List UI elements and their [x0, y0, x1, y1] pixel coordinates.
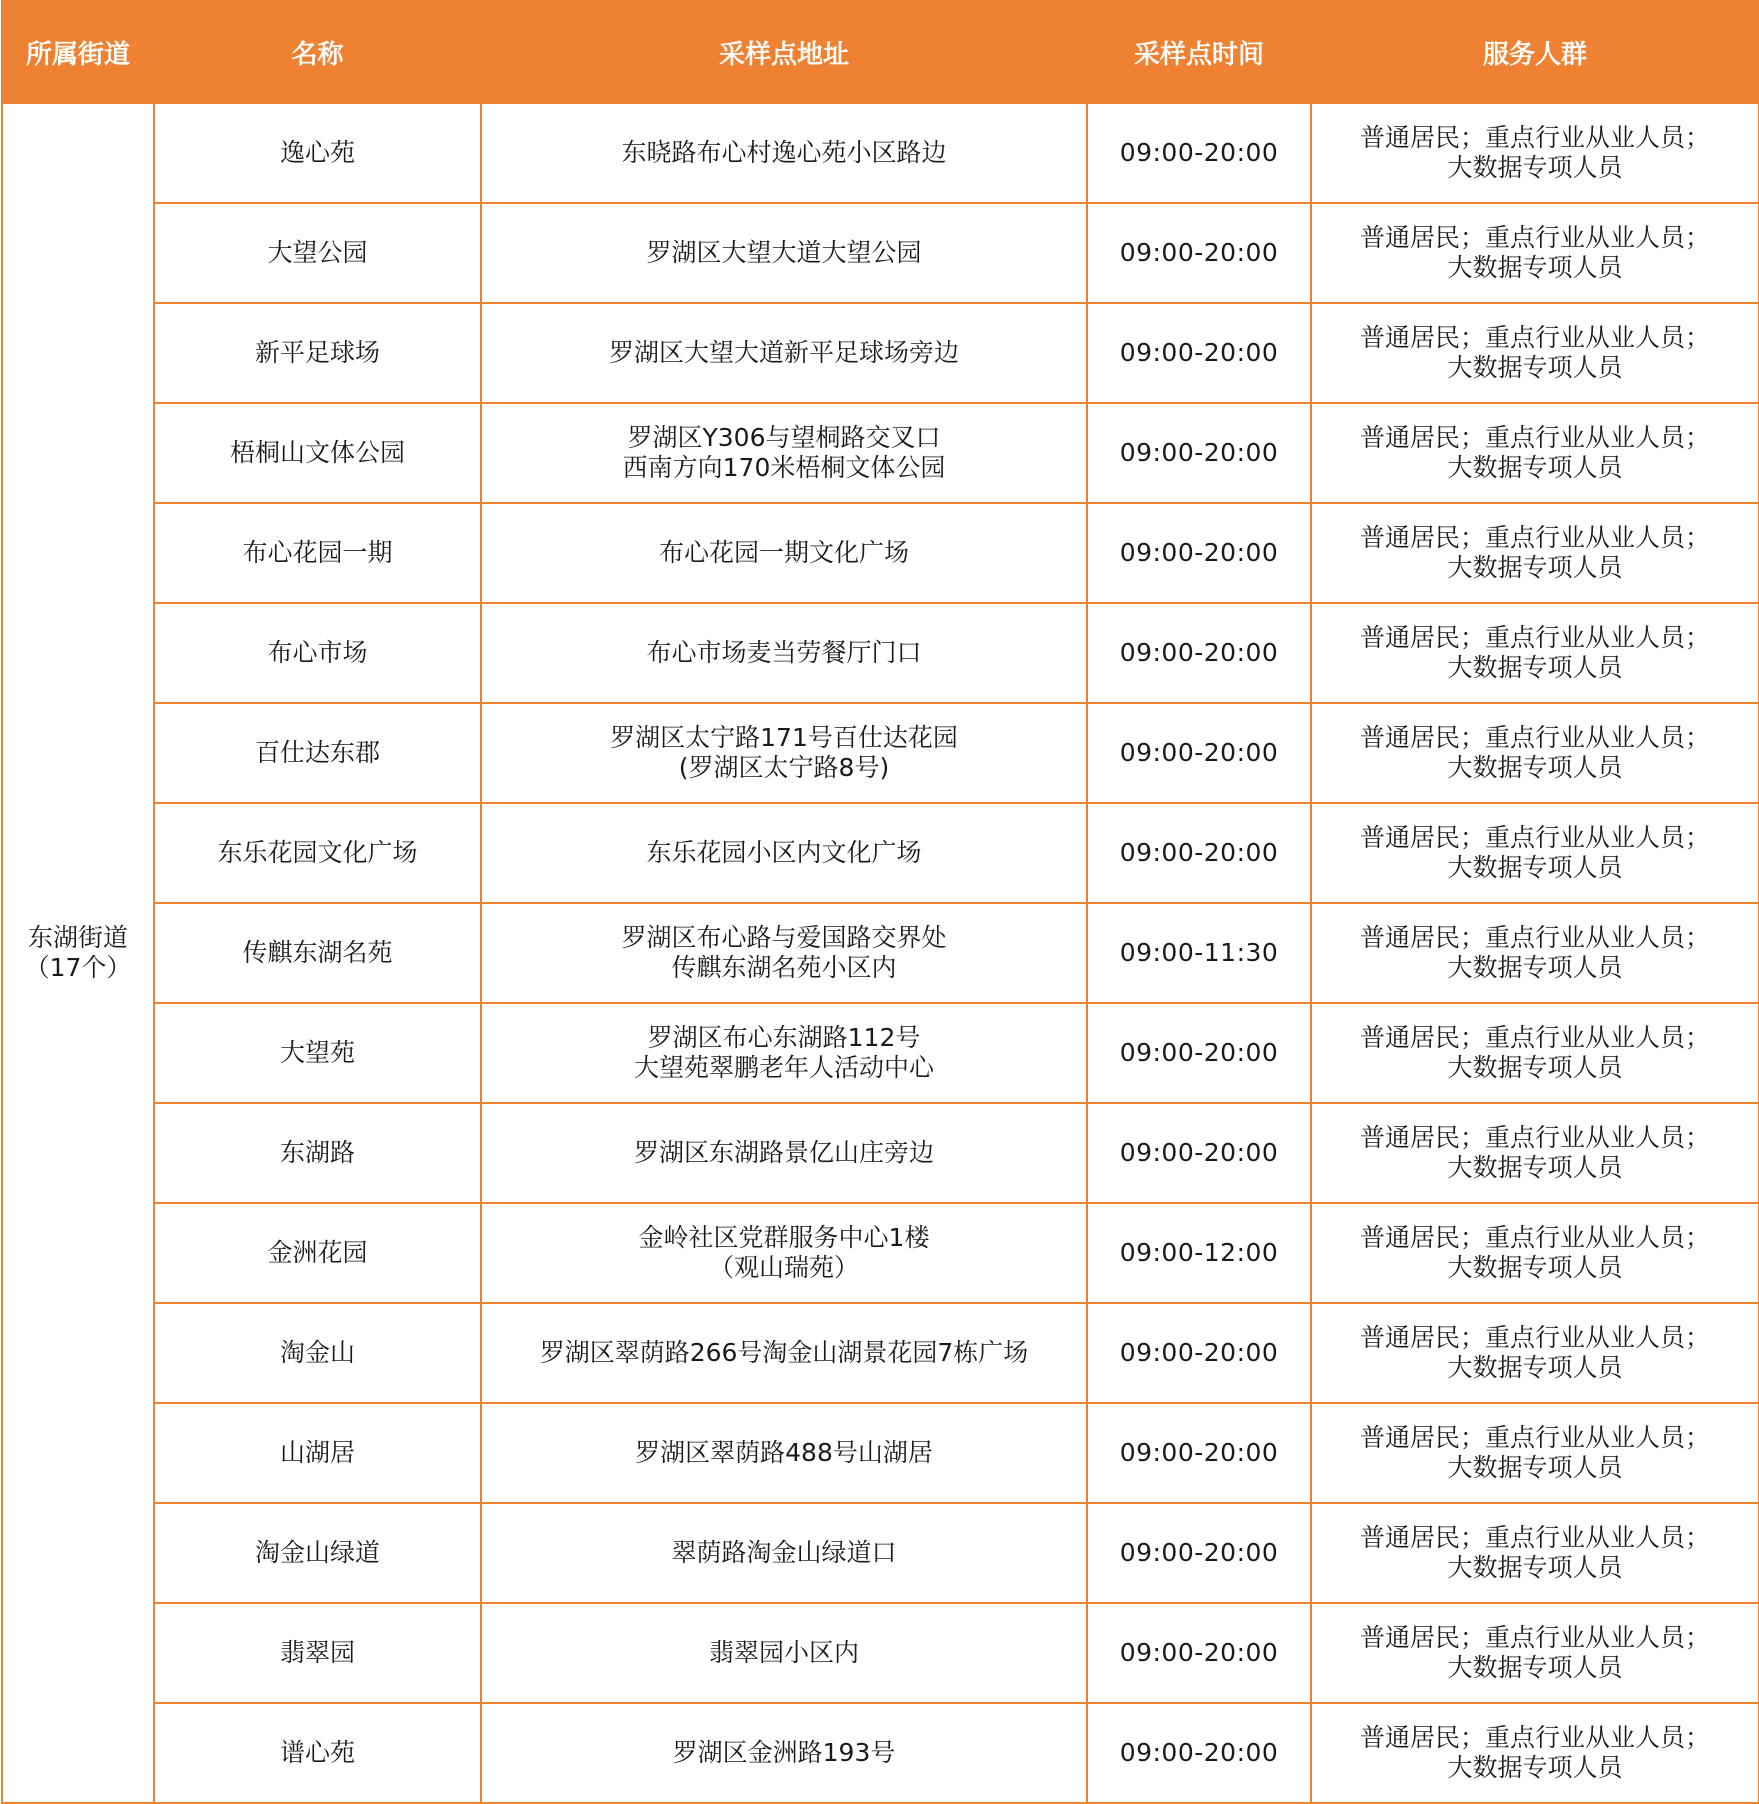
site-address-line: 翠荫路淘金山绿道口: [671, 1538, 897, 1567]
site-address: [481, 903, 1087, 1003]
site-crowd: [1311, 303, 1759, 403]
site-address: [481, 1503, 1087, 1603]
site-crowd: [1311, 1603, 1759, 1703]
site-crowd-line: 普通居民；重点行业从业人员；: [1359, 1123, 1710, 1152]
table-row: [2, 603, 1759, 703]
site-address-line: （观山瑞苑）: [708, 1253, 859, 1282]
site-crowd-line: 大数据专项人员: [1447, 653, 1623, 682]
site-address-line: 罗湖区布心东湖路112号: [647, 1023, 921, 1052]
site-crowd-line: 大数据专项人员: [1447, 853, 1623, 882]
site-address: [481, 1603, 1087, 1703]
site-address: [481, 803, 1087, 903]
site-crowd-line: 大数据专项人员: [1447, 353, 1623, 382]
site-time: 09:00-20:00: [1087, 503, 1311, 603]
site-crowd-line: 普通居民；重点行业从业人员；: [1359, 1023, 1710, 1052]
site-name: 东湖路: [154, 1103, 481, 1203]
table-row: [2, 303, 1759, 403]
site-crowd-line: 普通居民；重点行业从业人员；: [1359, 123, 1710, 152]
site-name: 谱心苑: [154, 1703, 481, 1803]
table-row: [2, 1303, 1759, 1403]
table-row: [2, 1103, 1759, 1203]
site-address-line: 罗湖区大望大道大望公园: [646, 238, 922, 267]
site-name: 翡翠园: [154, 1603, 481, 1703]
site-crowd-line: 大数据专项人员: [1447, 453, 1623, 482]
site-time: 09:00-20:00: [1087, 1403, 1311, 1503]
site-time: 09:00-20:00: [1087, 703, 1311, 803]
site-address: [481, 403, 1087, 503]
site-time: 09:00-20:00: [1087, 103, 1311, 203]
site-crowd: [1311, 103, 1759, 203]
table-row: [2, 1503, 1759, 1603]
header-row: [2, 1, 1759, 103]
site-address-line: 罗湖区翠荫路488号山湖居: [635, 1438, 933, 1467]
site-address-line: 布心花园一期文化广场: [658, 538, 909, 567]
site-crowd: [1311, 703, 1759, 803]
site-time: 09:00-11:30: [1087, 903, 1311, 1003]
site-time: 09:00-20:00: [1087, 1503, 1311, 1603]
site-address: [481, 603, 1087, 703]
table-row: [2, 903, 1759, 1003]
site-address: [481, 1403, 1087, 1503]
site-address: [481, 1103, 1087, 1203]
table-row: [2, 1403, 1759, 1503]
site-crowd-line: 大数据专项人员: [1447, 1453, 1623, 1482]
site-time: 09:00-20:00: [1087, 303, 1311, 403]
site-time: 09:00-20:00: [1087, 1703, 1311, 1803]
site-crowd-line: 大数据专项人员: [1447, 1753, 1623, 1782]
site-crowd-line: 大数据专项人员: [1447, 1653, 1623, 1682]
site-address-line: 大望苑翠鹏老年人活动中心: [633, 1053, 934, 1082]
site-address-line: 罗湖区东湖路景亿山庄旁边: [633, 1138, 934, 1167]
site-address: [481, 303, 1087, 403]
site-address-line: 布心市场麦当劳餐厅门口: [646, 638, 922, 667]
site-time: 09:00-20:00: [1087, 203, 1311, 303]
site-name: 新平足球场: [154, 303, 481, 403]
site-crowd-line: 普通居民；重点行业从业人员；: [1359, 423, 1710, 452]
site-address-line: 金岭社区党群服务中心1楼: [638, 1223, 930, 1252]
site-time: 09:00-20:00: [1087, 1603, 1311, 1703]
site-crowd-line: 大数据专项人员: [1447, 1153, 1623, 1182]
site-name: 布心花园一期: [154, 503, 481, 603]
site-address-line: 东晓路布心村逸心苑小区路边: [621, 138, 947, 167]
site-crowd: [1311, 1503, 1759, 1603]
site-name: 淘金山: [154, 1303, 481, 1403]
site-name: 金洲花园: [154, 1203, 481, 1303]
site-crowd-line: 大数据专项人员: [1447, 1353, 1623, 1382]
header-crowd: 服务人群: [1311, 1, 1759, 103]
site-crowd: [1311, 203, 1759, 303]
site-time: 09:00-12:00: [1087, 1203, 1311, 1303]
site-time: 09:00-20:00: [1087, 603, 1311, 703]
site-crowd-line: 大数据专项人员: [1447, 953, 1623, 982]
site-crowd-line: 大数据专项人员: [1447, 1553, 1623, 1582]
site-crowd-line: 普通居民；重点行业从业人员；: [1359, 1723, 1710, 1752]
table-row: [2, 1603, 1759, 1703]
site-address-line: (罗湖区太宁路8号): [678, 753, 890, 782]
site-address-line: 罗湖区布心路与爱国路交界处: [621, 923, 947, 952]
table-row: [2, 503, 1759, 603]
header-name: 名称: [154, 1, 481, 103]
site-crowd-line: 普通居民；重点行业从业人员；: [1359, 923, 1710, 952]
site-address-line: 罗湖区Y306与望桐路交叉口: [627, 423, 941, 452]
site-name: 大望苑: [154, 1003, 481, 1103]
site-crowd-line: 普通居民；重点行业从业人员；: [1359, 1623, 1710, 1652]
site-name: 山湖居: [154, 1403, 481, 1503]
site-crowd-line: 大数据专项人员: [1447, 553, 1623, 582]
table-row: [2, 1003, 1759, 1103]
site-name: 东乐花园文化广场: [154, 803, 481, 903]
site-crowd: [1311, 1703, 1759, 1803]
table-row: [2, 403, 1759, 503]
district-name: 东湖街道: [27, 923, 128, 952]
header-district: 所属街道: [2, 1, 154, 103]
site-name: 淘金山绿道: [154, 1503, 481, 1603]
site-crowd-line: 大数据专项人员: [1447, 753, 1623, 782]
site-crowd-line: 普通居民；重点行业从业人员；: [1359, 723, 1710, 752]
site-crowd-line: 大数据专项人员: [1447, 1253, 1623, 1282]
site-time: 09:00-20:00: [1087, 1303, 1311, 1403]
district-cell: [2, 103, 154, 1803]
site-time: 09:00-20:00: [1087, 803, 1311, 903]
site-address-line: 传麒东湖名苑小区内: [671, 953, 897, 982]
table-row: [2, 103, 1759, 203]
site-name: 大望公园: [154, 203, 481, 303]
site-crowd: [1311, 503, 1759, 603]
site-crowd: [1311, 803, 1759, 903]
site-crowd-line: 普通居民；重点行业从业人员；: [1359, 1323, 1710, 1352]
site-address: [481, 1203, 1087, 1303]
site-address-line: 翡翠园小区内: [708, 1638, 859, 1667]
table-row: [2, 1703, 1759, 1803]
site-time: 09:00-20:00: [1087, 403, 1311, 503]
site-crowd: [1311, 603, 1759, 703]
site-time: 09:00-20:00: [1087, 1103, 1311, 1203]
site-crowd-line: 大数据专项人员: [1447, 1053, 1623, 1082]
site-address-line: 罗湖区大望大道新平足球场旁边: [608, 338, 959, 367]
site-crowd-line: 普通居民；重点行业从业人员；: [1359, 623, 1710, 652]
site-crowd: [1311, 1103, 1759, 1203]
table-body: [2, 103, 1759, 1803]
site-address: [481, 1303, 1087, 1403]
site-address: [481, 103, 1087, 203]
site-crowd-line: 大数据专项人员: [1447, 153, 1623, 182]
district-count: （17个）: [24, 953, 132, 982]
site-crowd: [1311, 1003, 1759, 1103]
site-crowd-line: 普通居民；重点行业从业人员；: [1359, 1223, 1710, 1252]
site-crowd-line: 普通居民；重点行业从业人员；: [1359, 223, 1710, 252]
site-crowd: [1311, 403, 1759, 503]
site-crowd: [1311, 1303, 1759, 1403]
site-crowd: [1311, 903, 1759, 1003]
site-address-line: 东乐花园小区内文化广场: [646, 838, 922, 867]
site-address: [481, 203, 1087, 303]
site-name: 布心市场: [154, 603, 481, 703]
site-name: 逸心苑: [154, 103, 481, 203]
site-crowd-line: 普通居民；重点行业从业人员；: [1359, 823, 1710, 852]
site-name: 梧桐山文体公园: [154, 403, 481, 503]
site-address: [481, 1003, 1087, 1103]
sampling-sites-table: [1, 0, 1759, 1804]
site-crowd-line: 普通居民；重点行业从业人员；: [1359, 323, 1710, 352]
table-row: [2, 703, 1759, 803]
site-name: 百仕达东郡: [154, 703, 481, 803]
table-row: [2, 803, 1759, 903]
site-crowd: [1311, 1403, 1759, 1503]
header-time: 采样点时间: [1087, 1, 1311, 103]
site-time: 09:00-20:00: [1087, 1003, 1311, 1103]
site-crowd-line: 大数据专项人员: [1447, 253, 1623, 282]
site-crowd: [1311, 1203, 1759, 1303]
site-address: [481, 503, 1087, 603]
site-crowd-line: 普通居民；重点行业从业人员；: [1359, 1423, 1710, 1452]
site-crowd-line: 普通居民；重点行业从业人员；: [1359, 523, 1710, 552]
site-address: [481, 703, 1087, 803]
table-row: [2, 1203, 1759, 1303]
site-address-line: 西南方向170米梧桐文体公园: [622, 453, 946, 482]
site-crowd-line: 普通居民；重点行业从业人员；: [1359, 1523, 1710, 1552]
site-address-line: 罗湖区太宁路171号百仕达花园: [610, 723, 958, 752]
site-address-line: 罗湖区金洲路193号: [672, 1738, 896, 1767]
site-address: [481, 1703, 1087, 1803]
site-address-line: 罗湖区翠荫路266号淘金山湖景花园7栋广场: [539, 1338, 1029, 1367]
table-row: [2, 203, 1759, 303]
site-name: 传麒东湖名苑: [154, 903, 481, 1003]
header-address: 采样点地址: [481, 1, 1087, 103]
